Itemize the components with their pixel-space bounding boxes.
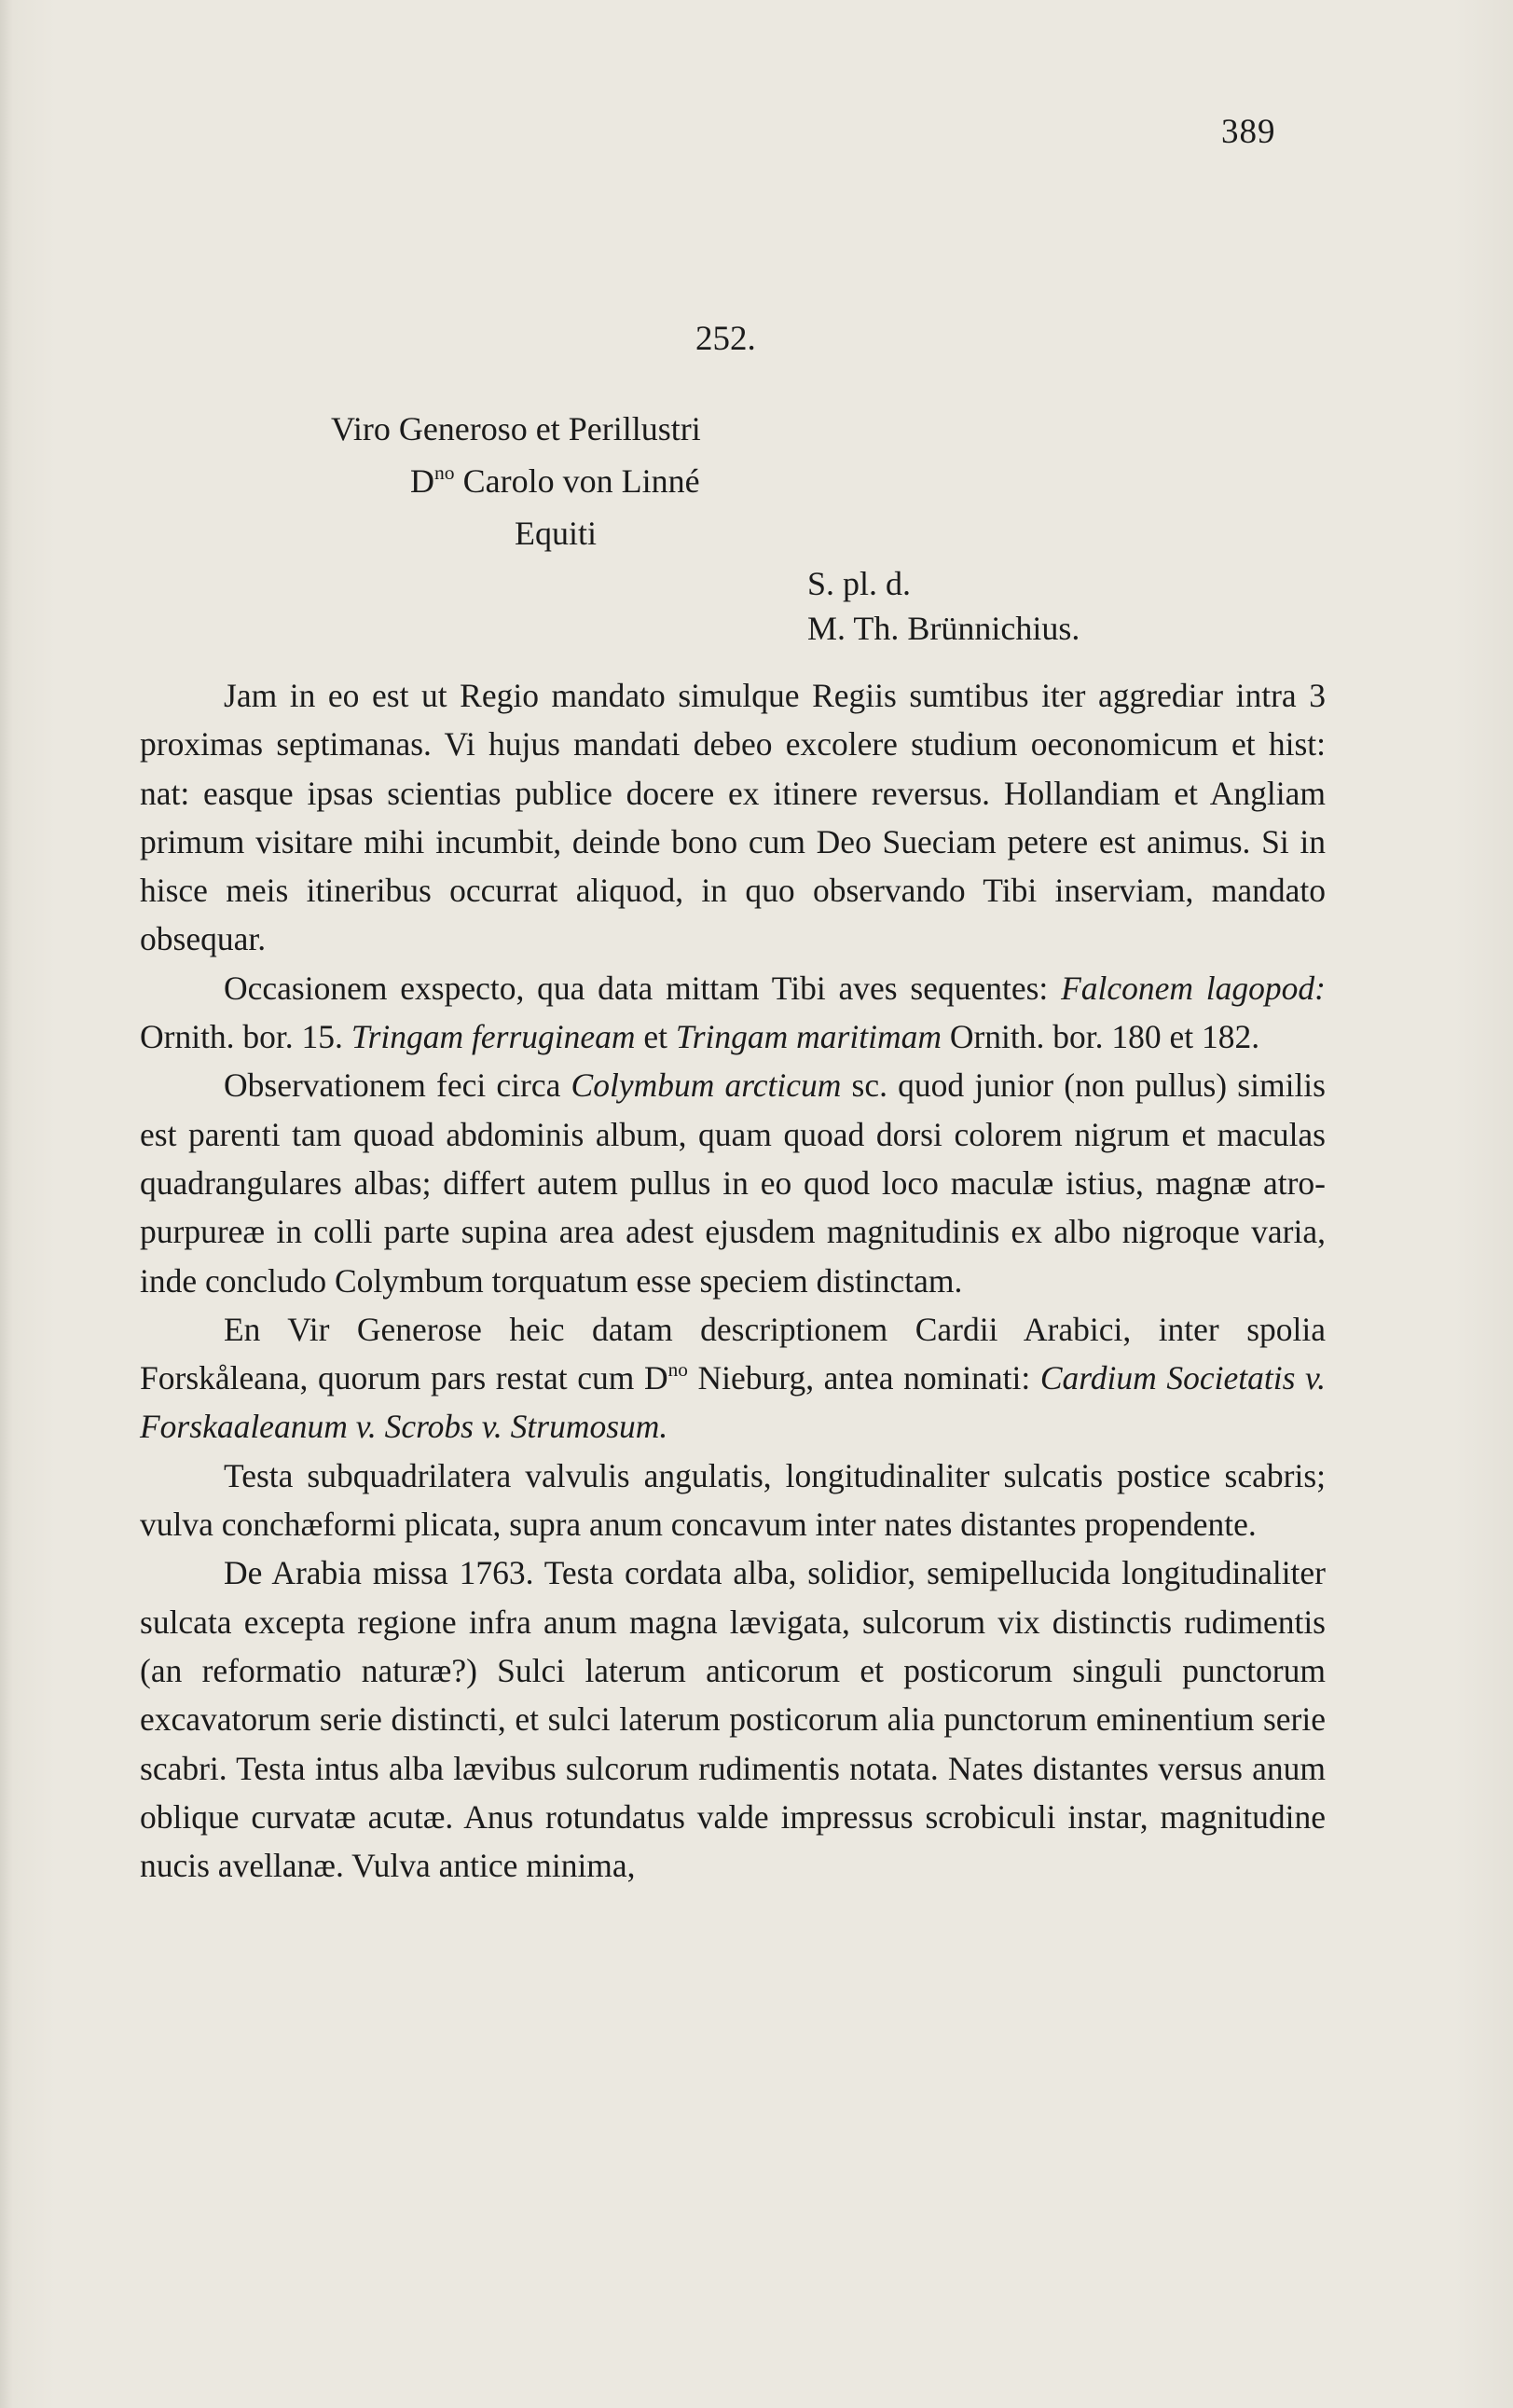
paragraph-2-text-4: Ornith. bor. 180 et 182. [941, 1018, 1260, 1056]
address-line-2-rest: Carolo von Linné [454, 462, 700, 500]
address-line-2-prefix: D [410, 462, 434, 500]
paragraph-2 [140, 964, 1326, 1062]
paragraph-2-italic-1: Falconem lagopod: [1061, 969, 1326, 1007]
paragraph-4-text-1: En Vir Generose heic datam descriptionem Cardii Arabici, inter spolia Forskåleana, quorum pars restat cum D [140, 1310, 1326, 1397]
paragraph-2-italic-2: Tringam ferrugineam [351, 1018, 636, 1056]
paragraph-2-text-2: Ornith. bor. 15. [140, 1018, 351, 1056]
paragraph-6: De Arabia missa 1763. Testa cordata alba, solidior, semipellucida longitudinaliter sulcata excepta regione infra anum magna lævigata, sulcorum vix distinctis rudimentis (an reformatio naturæ?) Sulci laterum anticorum et posticorum singuli punctorum excavatorum serie distincti, et sulci laterum posticorum alia punctorum eminentium serie scabri. Testa intus alba lævibus sulcorum rudimentis notata. Nates distantes versus anum oblique curvatæ acutæ. Anus rotundatus valde impressus scrobiculi instar, magnitudine nucis avellanæ. Vulva antice minima, [140, 1554, 1326, 1885]
paragraph-2-text-3: et [635, 1018, 676, 1056]
paragraph-1: Jam in eo est ut Regio mandato simulque Regiis sumtibus iter aggrediar intra 3 proximas septimanas. Vi hujus mandati debeo excolere studium oeconomicum et hist: nat: easque ipsas scientias publice docere ex itinere reversus. Hollandiam et Angliam primum visitare mihi incumbit, deinde bono cum Deo Sueciam petere est animus. Si in hisce meis itineribus occurrat aliquod, in quo observando Tibi inserviam, mandato obsequar. [140, 677, 1326, 958]
paragraph-4-text-2: Nieburg, antea nominati: [687, 1359, 1040, 1397]
paragraph-3-text-2: sc. quod junior (non pullus) similis est parenti tam quoad abdominis album, quam quoad dorsi colorem nigrum et maculas quadrangulares albas; differt autem pullus in eo quod loco maculæ istius, magnæ atro-purpureæ in colli parte supina area adest ejusdem magnitudinis ex albo nigroque varia, inde concludo Colymbum torquatum esse speciem distinctam. [140, 1066, 1326, 1300]
paragraph-2-italic-3: Tringam maritimam [675, 1018, 942, 1056]
address-line-3: Equiti [515, 515, 597, 552]
page-number: 389 [1221, 113, 1276, 151]
paragraph-3-italic-1: Colymbum arcticum [571, 1066, 842, 1105]
paragraph-4-superscript: no [667, 1358, 688, 1382]
letter-body [140, 671, 1326, 1890]
paragraph-3 [140, 1061, 1326, 1304]
salutation-signature: M. Th. Brünnichius. [807, 610, 1080, 647]
paragraph-3-text-1: Observationem feci circa [224, 1066, 571, 1105]
paragraph-5: Testa subquadrilatera valvulis angulatis, longitudinaliter sulcatis postice scabris; vulva conchæformi plicata, supra anum concavum inter nates distantes propendente. [140, 1456, 1326, 1544]
paragraph-4 [140, 1305, 1326, 1452]
address-line-1: Viro Generoso et Perillustri [331, 410, 701, 447]
paragraph-2-text-1: Occasionem exspecto, qua data mittam Tibi aves sequentes: [224, 969, 1062, 1007]
address-line-2 [410, 455, 700, 507]
letter-number: 252. [695, 320, 756, 358]
salutation-line-1: S. pl. d. [807, 565, 912, 602]
paragraph-4-italic-1: Cardium Societatis v. Forskaaleanum v. Scrobs v. Strumosum. [140, 1359, 1326, 1446]
address-line-2-superscript: no [434, 461, 455, 484]
